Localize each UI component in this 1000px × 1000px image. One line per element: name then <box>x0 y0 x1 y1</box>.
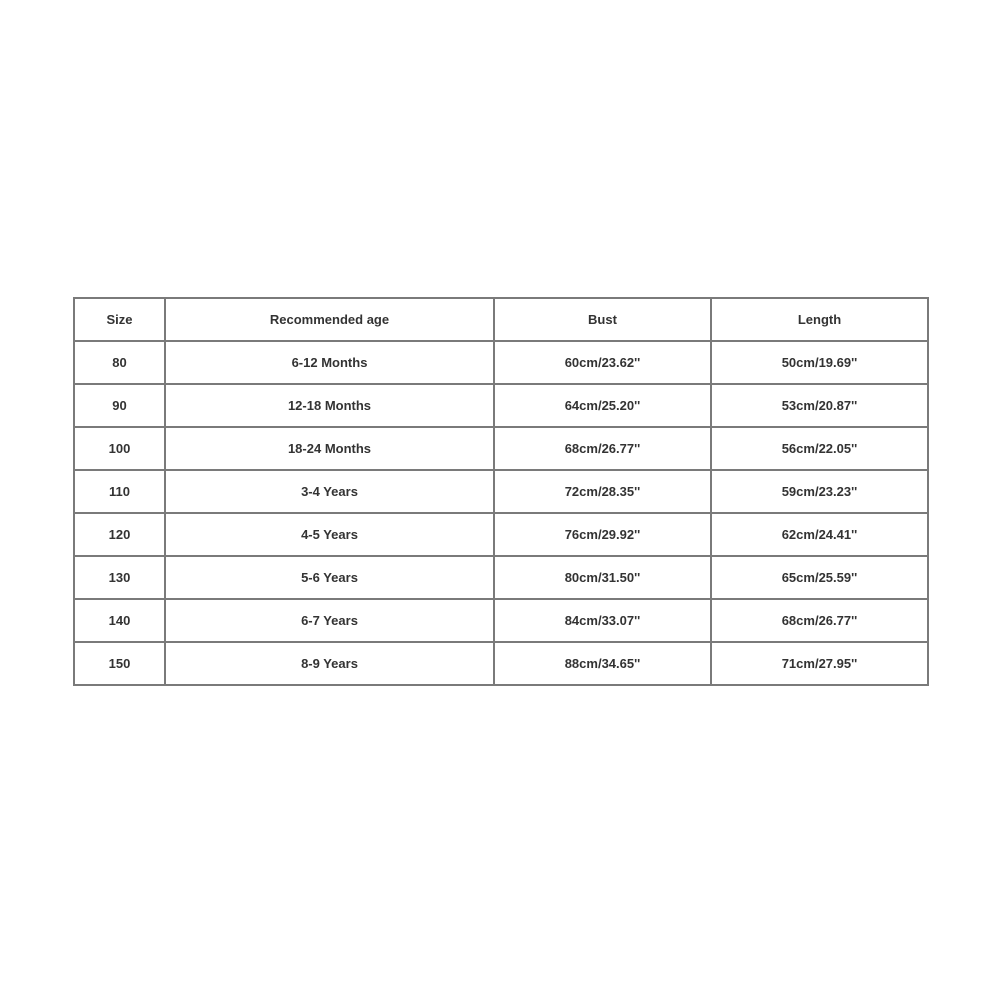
cell-size: 110 <box>74 470 165 513</box>
cell-length: 62cm/24.41'' <box>711 513 928 556</box>
cell-bust: 72cm/28.35'' <box>494 470 711 513</box>
table-row <box>74 341 928 384</box>
header-bust: Bust <box>494 298 711 341</box>
cell-size: 150 <box>74 642 165 685</box>
cell-size: 90 <box>74 384 165 427</box>
cell-size: 120 <box>74 513 165 556</box>
cell-length: 71cm/27.95'' <box>711 642 928 685</box>
cell-size: 80 <box>74 341 165 384</box>
cell-bust: 80cm/31.50'' <box>494 556 711 599</box>
cell-bust: 84cm/33.07'' <box>494 599 711 642</box>
cell-length: 59cm/23.23'' <box>711 470 928 513</box>
cell-age: 3-4 Years <box>165 470 494 513</box>
table-row <box>74 470 928 513</box>
cell-age: 5-6 Years <box>165 556 494 599</box>
size-chart-table <box>73 297 929 686</box>
table-row <box>74 556 928 599</box>
cell-length: 65cm/25.59'' <box>711 556 928 599</box>
header-row <box>74 298 928 341</box>
cell-age: 4-5 Years <box>165 513 494 556</box>
cell-size: 140 <box>74 599 165 642</box>
cell-age: 18-24 Months <box>165 427 494 470</box>
cell-age: 6-12 Months <box>165 341 494 384</box>
cell-age: 8-9 Years <box>165 642 494 685</box>
cell-size: 130 <box>74 556 165 599</box>
cell-bust: 68cm/26.77'' <box>494 427 711 470</box>
cell-age: 6-7 Years <box>165 599 494 642</box>
cell-size: 100 <box>74 427 165 470</box>
header-length: Length <box>711 298 928 341</box>
table-row <box>74 513 928 556</box>
table-row <box>74 599 928 642</box>
header-size: Size <box>74 298 165 341</box>
table-row <box>74 384 928 427</box>
cell-bust: 88cm/34.65'' <box>494 642 711 685</box>
cell-length: 53cm/20.87'' <box>711 384 928 427</box>
cell-bust: 60cm/23.62'' <box>494 341 711 384</box>
cell-age: 12-18 Months <box>165 384 494 427</box>
header-recommended-age: Recommended age <box>165 298 494 341</box>
table-row <box>74 642 928 685</box>
cell-length: 50cm/19.69'' <box>711 341 928 384</box>
cell-bust: 76cm/29.92'' <box>494 513 711 556</box>
cell-length: 68cm/26.77'' <box>711 599 928 642</box>
table-row <box>74 427 928 470</box>
cell-bust: 64cm/25.20'' <box>494 384 711 427</box>
cell-length: 56cm/22.05'' <box>711 427 928 470</box>
